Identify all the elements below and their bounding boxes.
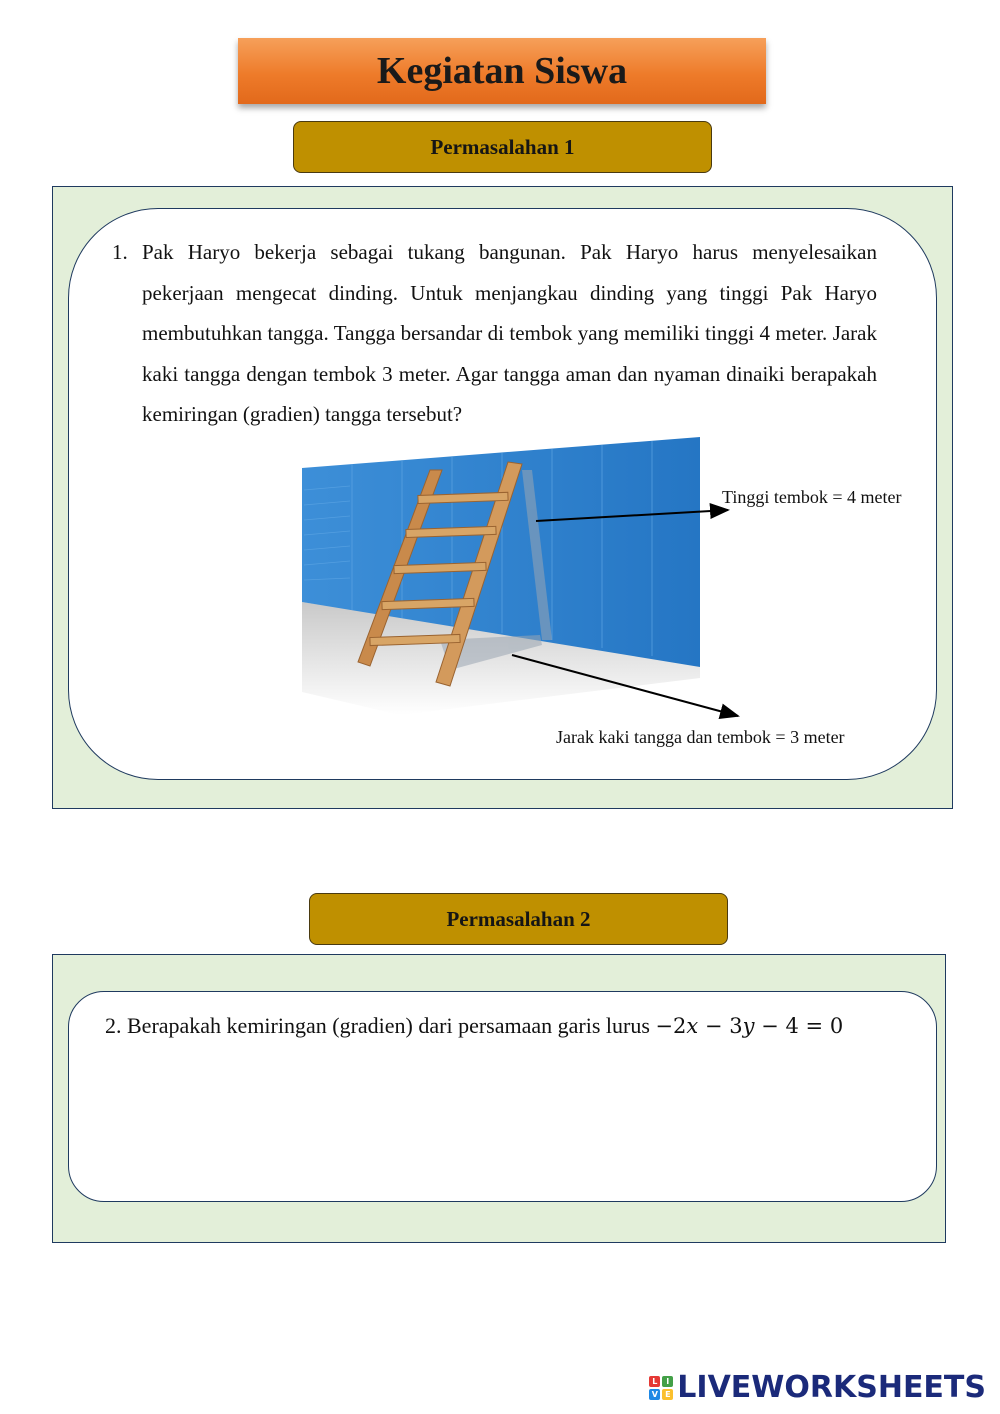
wall-height-annotation: Tinggi tembok = 4 meter — [722, 487, 902, 507]
line-equation: −2x − 3y − 4 = 0 — [655, 1014, 844, 1038]
base-distance-annotation: Jarak kaki tangga dan tembok = 3 meter — [556, 727, 845, 747]
problem-2-question — [105, 1013, 843, 1039]
problem-1-number: 1. — [112, 240, 128, 264]
problem-2-text: 2. Berapakah kemiringan (gradien) dari persamaan garis lurus — [105, 1013, 650, 1038]
problem-1-question: Pak Haryo bekerja sebagai tukang bangunan. Pak Haryo harus menyelesaikan pekerjaan mengecat dinding. Untuk menjangkau dinding yang tinggi Pak Haryo membutuhkan tangga. Tangga bersandar di tembok yang memiliki tinggi 4 meter. Jarak kaki tangga dengan tembok 3 meter. Agar tangga aman dan nyaman dinaiki berapakah kemiringan (gradien) tangga tersebut? — [142, 240, 877, 426]
base-distance-arrow — [512, 655, 738, 716]
problem-1-label: Permasalahan 1 — [293, 121, 712, 173]
problem-2-label: Permasalahan 2 — [309, 893, 728, 945]
wall-height-arrow — [536, 510, 728, 521]
liveworksheets-logo — [649, 1370, 986, 1405]
liveworksheets-text: LIVEWORKSHEETS — [677, 1370, 986, 1405]
page-title: Kegiatan Siswa — [238, 38, 766, 104]
liveworksheets-icon: L I V E — [649, 1376, 673, 1400]
